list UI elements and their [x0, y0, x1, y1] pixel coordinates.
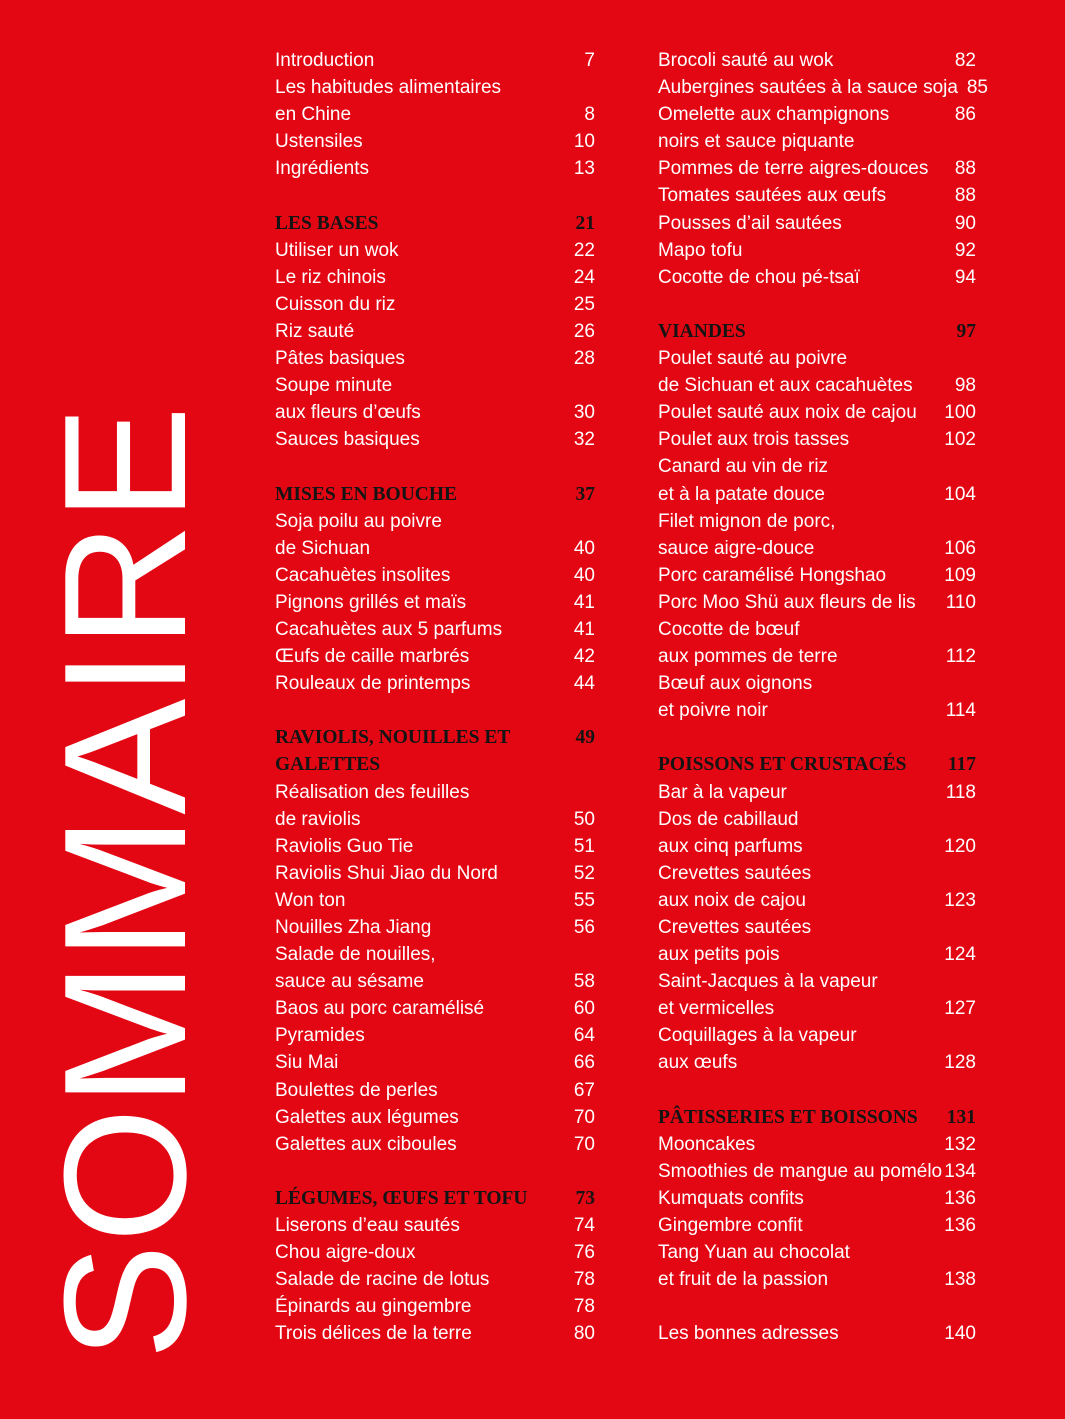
toc-page-number: 85 [966, 77, 988, 99]
toc-entry-title: Pâtes basiques [275, 348, 405, 370]
toc-page-number: 26 [573, 320, 595, 342]
toc-page-number: 42 [573, 646, 595, 668]
toc-page-number: 90 [954, 212, 976, 234]
toc-spacer [658, 724, 976, 751]
toc-page-number: 10 [573, 131, 595, 153]
toc-entry [658, 670, 976, 697]
toc-spacer [658, 291, 976, 318]
toc-entry-title: Canard au vin de riz [658, 456, 829, 478]
toc-entry [275, 941, 595, 968]
toc-entry-title: Chou aigre-doux [275, 1242, 416, 1264]
toc-entry [275, 643, 595, 670]
toc-entry-title: Galettes aux légumes [275, 1106, 459, 1128]
toc-page-number: 102 [944, 429, 976, 451]
toc-page-number: 86 [954, 104, 976, 126]
page-title: SOMMAIRE [27, 404, 222, 1360]
toc-entry-title: Introduction [275, 50, 375, 71]
toc-entry [275, 345, 595, 372]
toc-page-number: 123 [944, 889, 976, 911]
toc-entry-title: Gingembre confit [658, 1215, 803, 1237]
toc-spacer [275, 453, 595, 480]
toc-entry-title: Salade de nouilles, [275, 944, 436, 966]
toc-entry-title: Mapo tofu [658, 239, 743, 261]
toc-entry-title: Soupe minute [275, 375, 393, 397]
toc-entry-title: PÂTISSERIES ET BOISSONS [658, 1106, 918, 1128]
toc-entry [658, 47, 976, 74]
toc-page-number: 97 [956, 320, 976, 342]
toc-entry [275, 1022, 595, 1049]
toc-entry [275, 1131, 595, 1158]
toc-entry-title: Poulet sauté aux noix de cajou [658, 402, 917, 424]
toc-entry [275, 155, 595, 182]
toc-entry [658, 481, 976, 508]
toc-page-number: 98 [954, 375, 976, 397]
toc-page-number: 74 [573, 1215, 595, 1237]
toc-page-number: 82 [954, 50, 976, 71]
toc-section-heading [275, 210, 595, 237]
toc-entry-title: de Sichuan et aux cacahuètes [658, 375, 913, 397]
toc-entry [658, 589, 976, 616]
toc-entry [275, 806, 595, 833]
toc-entry [658, 1212, 976, 1239]
toc-entry-title: Bœuf aux oignons [658, 673, 813, 695]
toc-spacer [275, 697, 595, 724]
toc-entry-title: Cacahuètes insolites [275, 564, 451, 586]
toc-column-right [658, 47, 988, 1348]
toc-entry [275, 1077, 595, 1104]
toc-entry [658, 643, 976, 670]
toc-page-number: 58 [573, 971, 595, 993]
toc-section-heading [275, 481, 595, 508]
toc-spacer [275, 1158, 595, 1185]
toc-entry-title: VIANDES [658, 320, 746, 342]
toc-entry-title: Raviolis Guo Tie [275, 835, 414, 857]
toc-page-number: 28 [573, 348, 595, 370]
toc-page-number: 21 [575, 212, 595, 234]
toc-entry-title: Cocotte de bœuf [658, 618, 800, 640]
toc-entry [275, 1239, 595, 1266]
toc-page-number: 41 [573, 618, 595, 640]
toc-entry [275, 47, 595, 74]
toc-entry-title: aux fleurs d’œufs [275, 402, 421, 424]
toc-entry-title: Rouleaux de printemps [275, 673, 471, 695]
toc-entry [658, 264, 976, 291]
toc-page-number: 7 [584, 50, 595, 71]
toc-entry-title: Épinards au gingembre [275, 1296, 472, 1318]
toc-page-number: 118 [945, 781, 976, 803]
toc-entry [275, 74, 595, 101]
toc-entry [658, 74, 988, 101]
toc-entry-title: Les habitudes alimentaires [275, 77, 502, 99]
toc-entry [275, 1320, 595, 1347]
toc-entry [658, 1239, 976, 1266]
toc-entry [275, 779, 595, 806]
toc-entry-title: et vermicelles [658, 998, 775, 1020]
toc-entry [275, 887, 595, 914]
toc-entry-title: Smoothies de mangue au pomélo [658, 1160, 943, 1182]
toc-entry [658, 887, 976, 914]
toc-entry-title: Le riz chinois [275, 266, 386, 288]
toc-page-number: 128 [944, 1052, 976, 1074]
toc-entry [658, 1022, 976, 1049]
toc-entry [658, 237, 976, 264]
toc-page-number: 76 [573, 1242, 595, 1264]
toc-entry-title: Aubergines sautées à la sauce soja [658, 77, 958, 99]
toc-entry [275, 562, 595, 589]
toc-entry-title: Trois délices de la terre [275, 1323, 472, 1345]
toc-entry-title: Cacahuètes aux 5 parfums [275, 618, 503, 640]
toc-section-heading [275, 1185, 595, 1212]
toc-page-number: 8 [584, 104, 595, 126]
toc-entry [275, 860, 595, 887]
toc-entry-title: de Sichuan [275, 537, 371, 559]
toc-page-number: 100 [944, 402, 976, 424]
toc-entry-title: Utiliser un wok [275, 239, 399, 261]
toc-entry [658, 860, 976, 887]
toc-entry [658, 508, 976, 535]
toc-entry [658, 697, 976, 724]
toc-entry-title: et poivre noir [658, 700, 768, 722]
toc-page-number: 80 [573, 1323, 595, 1345]
toc-entry [275, 968, 595, 995]
toc-entry-title: Siu Mai [275, 1052, 339, 1074]
toc-page-number: 138 [944, 1269, 976, 1291]
toc-entry [275, 833, 595, 860]
toc-entry [658, 182, 976, 209]
toc-entry-title: Bar à la vapeur [658, 781, 787, 803]
toc-entry [658, 968, 976, 995]
toc-page-number: 78 [573, 1296, 595, 1318]
toc-entry-title: Salade de racine de lotus [275, 1269, 490, 1291]
toc-entry-title: Crevettes sautées [658, 862, 812, 884]
toc-entry-title: Pousses d’ail sautées [658, 212, 842, 234]
toc-entry-title: Poulet sauté au poivre [658, 348, 848, 370]
toc-entry [275, 128, 595, 155]
toc-page-number: 104 [944, 483, 976, 505]
toc-entry [275, 1293, 595, 1320]
toc-entry-title: Cuisson du riz [275, 293, 396, 315]
toc-entry-title: Tomates sautées aux œufs [658, 185, 887, 207]
toc-entry [658, 1131, 976, 1158]
toc-entry-title: Mooncakes [658, 1133, 756, 1155]
toc-entry [275, 508, 595, 535]
toc-page-number: 40 [573, 537, 595, 559]
toc-entry [275, 426, 595, 453]
toc-page-number: 88 [954, 185, 976, 207]
toc-entry [658, 1185, 976, 1212]
toc-page-number: 109 [944, 564, 976, 586]
toc-page-number: 136 [944, 1187, 976, 1209]
toc-entry-title: Soja poilu au poivre [275, 510, 442, 532]
toc-page-number: 22 [573, 239, 595, 261]
toc-page-number: 134 [944, 1160, 976, 1182]
toc-entry [658, 453, 976, 480]
toc-entry [658, 806, 976, 833]
toc-entry-title: Réalisation des feuilles [275, 781, 470, 803]
toc-page-number: 44 [573, 673, 595, 695]
toc-page-number: 66 [573, 1052, 595, 1074]
toc-entry-title: Raviolis Shui Jiao du Nord [275, 862, 498, 884]
toc-page-number: 127 [944, 998, 976, 1020]
toc-page-number: 30 [573, 402, 595, 424]
toc-entry-title: RAVIOLIS, NOUILLES ET GALETTES [275, 727, 510, 776]
toc-page-number: 78 [573, 1269, 595, 1291]
toc-entry-title: aux noix de cajou [658, 889, 806, 911]
toc-entry-title: noirs et sauce piquante [658, 131, 855, 153]
toc-entry [658, 372, 976, 399]
toc-entry-title: en Chine [275, 104, 352, 126]
toc-entry [275, 616, 595, 643]
toc-entry [275, 995, 595, 1022]
toc-entry-title: Riz sauté [275, 320, 355, 342]
toc-entry [658, 399, 976, 426]
toc-page-number: 60 [573, 998, 595, 1020]
toc-entry [658, 535, 976, 562]
toc-page-number: 67 [573, 1079, 595, 1101]
toc-page-number: 132 [944, 1133, 976, 1155]
toc-entry [275, 237, 595, 264]
toc-entry [275, 1049, 595, 1076]
toc-entry-title: Liserons d’eau sautés [275, 1215, 460, 1237]
toc-page-number: 106 [944, 537, 976, 559]
toc-page-number: 70 [573, 1106, 595, 1128]
toc-entry-title: Pommes de terre aigres-douces [658, 158, 929, 180]
toc-entry [658, 128, 976, 155]
toc-entry [658, 616, 976, 643]
toc-entry-title: LES BASES [275, 212, 379, 234]
toc-page-number: 117 [947, 754, 976, 776]
toc-entry-title: aux pommes de terre [658, 646, 838, 668]
toc-page-number: 124 [944, 944, 976, 966]
toc-entry-title: et à la patate douce [658, 483, 825, 505]
toc-entry-title: aux œufs [658, 1052, 738, 1074]
toc-entry-title: sauce au sésame [275, 971, 424, 993]
toc-entry [658, 833, 976, 860]
toc-page-number: 94 [954, 266, 976, 288]
toc-entry-title: Ustensiles [275, 131, 363, 153]
toc-entry-title: aux petits pois [658, 944, 780, 966]
toc-entry-title: Sauces basiques [275, 429, 420, 451]
toc-entry-title: Saint-Jacques à la vapeur [658, 971, 878, 993]
toc-page-number: 49 [575, 727, 595, 749]
toc-entry [658, 210, 976, 237]
toc-entry-title: Filet mignon de porc, [658, 510, 836, 532]
toc-page-number: 73 [575, 1187, 595, 1209]
toc-entry [275, 670, 595, 697]
toc-entry [658, 914, 976, 941]
toc-entry [658, 1049, 976, 1076]
toc-entry-title: Coquillages à la vapeur [658, 1025, 857, 1047]
toc-entry [275, 589, 595, 616]
toc-entry-title: LÉGUMES, ŒUFS ET TOFU [275, 1187, 528, 1209]
toc-page-number: 131 [946, 1106, 976, 1128]
toc-entry-title: Pyramides [275, 1025, 365, 1047]
toc-section-heading [275, 724, 595, 778]
toc-entry-title: MISES EN BOUCHE [275, 483, 458, 505]
toc-entry [275, 1104, 595, 1131]
toc-entry [658, 101, 976, 128]
toc-page-number: 112 [945, 646, 976, 668]
toc-entry [275, 535, 595, 562]
toc-page-number: 110 [945, 591, 976, 613]
toc-page-number: 136 [944, 1215, 976, 1237]
toc-entry [658, 155, 976, 182]
toc-spacer [658, 1077, 976, 1104]
toc-entry-title: Tang Yuan au chocolat [658, 1242, 850, 1264]
toc-entry-title: Brocoli sauté au wok [658, 50, 834, 71]
toc-page-number: 64 [573, 1025, 595, 1047]
toc-entry-title: Boulettes de perles [275, 1079, 438, 1101]
toc-page-number: 120 [944, 835, 976, 857]
toc-entry [658, 1320, 976, 1347]
toc-page-number: 70 [573, 1133, 595, 1155]
toc-entry [275, 399, 595, 426]
toc-entry-title: POISSONS ET CRUSTACÉS [658, 754, 907, 776]
toc-page-number: 51 [573, 835, 595, 857]
toc-entry [658, 779, 976, 806]
toc-entry [275, 291, 595, 318]
toc-entry [275, 264, 595, 291]
toc-spacer [658, 1293, 976, 1320]
toc-entry-title: et fruit de la passion [658, 1269, 829, 1291]
toc-entry-title: Kumquats confits [658, 1187, 804, 1209]
toc-entry [658, 941, 976, 968]
toc-entry-title: Œufs de caille marbrés [275, 646, 470, 668]
toc-entry [275, 1266, 595, 1293]
toc-entry-title: Cocotte de chou pé-tsaï [658, 266, 860, 288]
toc-section-heading [658, 318, 976, 345]
toc-entry [658, 1158, 976, 1185]
toc-page-number: 37 [575, 483, 595, 505]
toc-entry [275, 318, 595, 345]
toc-entry-title: Pignons grillés et maïs [275, 591, 467, 613]
toc-spacer [275, 182, 595, 209]
toc-entry [275, 914, 595, 941]
toc-section-heading [658, 1104, 976, 1131]
toc-entry-title: Porc caramélisé Hongshao [658, 564, 887, 586]
toc-page-number: 55 [573, 889, 595, 911]
toc-entry-title: Les bonnes adresses [658, 1323, 839, 1345]
toc-entry [275, 101, 595, 128]
toc-entry [275, 372, 595, 399]
toc-entry-title: de raviolis [275, 808, 361, 830]
toc-page-number: 24 [573, 266, 595, 288]
toc-page-number: 114 [945, 700, 976, 722]
toc-entry-title: Ingrédients [275, 158, 370, 180]
toc-page-number: 140 [944, 1323, 976, 1345]
toc-entry-title: Poulet aux trois tasses [658, 429, 850, 451]
toc-page-number: 40 [573, 564, 595, 586]
toc-section-heading [658, 751, 976, 778]
toc-page-number: 56 [573, 917, 595, 938]
toc-entry [658, 562, 976, 589]
toc-page-number: 41 [573, 591, 595, 613]
toc-entry [275, 1212, 595, 1239]
toc-entry-title: Porc Moo Shü aux fleurs de lis [658, 591, 916, 613]
toc-entry-title: Nouilles Zha Jiang [275, 917, 432, 938]
toc-page-number: 50 [573, 808, 595, 830]
toc-entry-title: Won ton [275, 889, 346, 911]
toc-entry [658, 995, 976, 1022]
toc-page-number: 52 [573, 862, 595, 884]
toc-entry [658, 1266, 976, 1293]
toc-entry-title: sauce aigre-douce [658, 537, 815, 559]
toc-entry-title: Galettes aux ciboules [275, 1133, 457, 1155]
toc-entry-title: Baos au porc caramélisé [275, 998, 485, 1020]
toc-column-left [275, 47, 595, 1348]
toc-page-number: 13 [573, 158, 595, 180]
toc-page-number: 92 [954, 239, 976, 261]
toc-entry-title: aux cinq parfums [658, 835, 803, 857]
toc-page-number: 32 [573, 429, 595, 451]
toc-entry-title: Dos de cabillaud [658, 808, 799, 830]
toc-entry-title: Crevettes sautées [658, 917, 812, 938]
toc-page-number: 25 [573, 293, 595, 315]
toc-entry-title: Omelette aux champignons [658, 104, 890, 126]
toc-entry [658, 426, 976, 453]
toc-entry [658, 345, 976, 372]
toc-page-number: 88 [954, 158, 976, 180]
